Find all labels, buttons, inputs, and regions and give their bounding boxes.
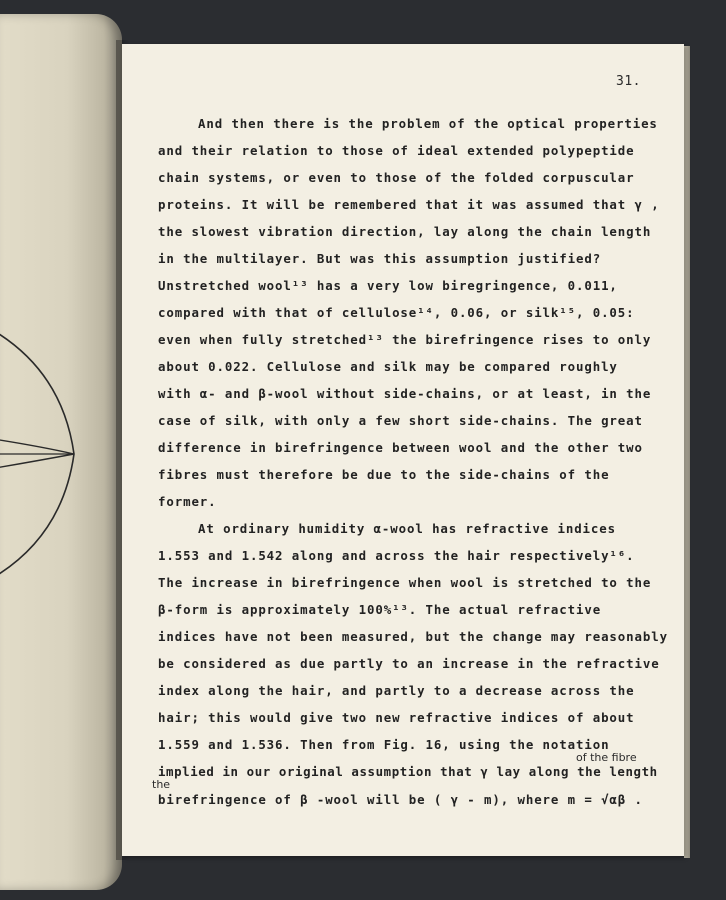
text-line: difference in birefringence between wool and the other two [158, 440, 643, 455]
text-line: fibres must therefore be due to the side-chains of the [158, 467, 610, 482]
text-line: implied in our original assumption that γ lay along the length [158, 764, 658, 779]
text-line: 1.559 and 1.536. Then from Fig. 16, using the notation [158, 737, 610, 752]
text-line: index along the hair, and partly to a decrease across the [158, 683, 635, 698]
text-line: Unstretched wool¹³ has a very low biregringence, 0.011, [158, 278, 618, 293]
text-line: The increase in birefringence when wool is stretched to the [158, 575, 652, 590]
handwritten-insertion: the [152, 778, 171, 791]
text-line: indices have not been measured, but the change may reasonably [158, 629, 668, 644]
page-edge [684, 46, 690, 858]
text-line: and their relation to those of ideal extended polypeptide [158, 143, 635, 158]
partial-figure-drawing [0, 14, 122, 890]
text-line: β-form is approximately 100%¹³. The actual refractive [158, 602, 602, 617]
document-page [122, 44, 684, 856]
text-line: proteins. It will be remembered that it was assumed that γ , [158, 197, 660, 212]
text-line: in the multilayer. But was this assumption justified? [158, 251, 602, 266]
text-line: birefringence of β -wool will be ( γ - m), where m = √αβ . [158, 792, 643, 807]
text-line: hair; this would give two new refractive indices of about [158, 710, 635, 725]
facing-left-page [0, 14, 122, 890]
text-line: about 0.022. Cellulose and silk may be compared roughly [158, 359, 618, 374]
handwritten-insertion: of the fibre [576, 751, 637, 764]
page-number: 31. [616, 74, 641, 89]
text-line: case of silk, with only a few short side-chains. The great [158, 413, 643, 428]
text-line: chain systems, or even to those of the folded corpuscular [158, 170, 635, 185]
text-line: with α- and β-wool without side-chains, or at least, in the [158, 386, 652, 401]
text-line: former. [158, 494, 217, 509]
text-line: And then there is the problem of the optical properties [198, 116, 658, 131]
text-line: At ordinary humidity α-wool has refractive indices [198, 521, 616, 536]
text-line: even when fully stretched¹³ the birefringence rises to only [158, 332, 652, 347]
text-line: be considered as due partly to an increase in the refractive [158, 656, 660, 671]
text-line: the slowest vibration direction, lay along the chain length [158, 224, 652, 239]
text-line: 1.553 and 1.542 along and across the hair respectively¹⁶. [158, 548, 635, 563]
text-line: compared with that of cellulose¹⁴, 0.06, or silk¹⁵, 0.05: [158, 305, 635, 320]
